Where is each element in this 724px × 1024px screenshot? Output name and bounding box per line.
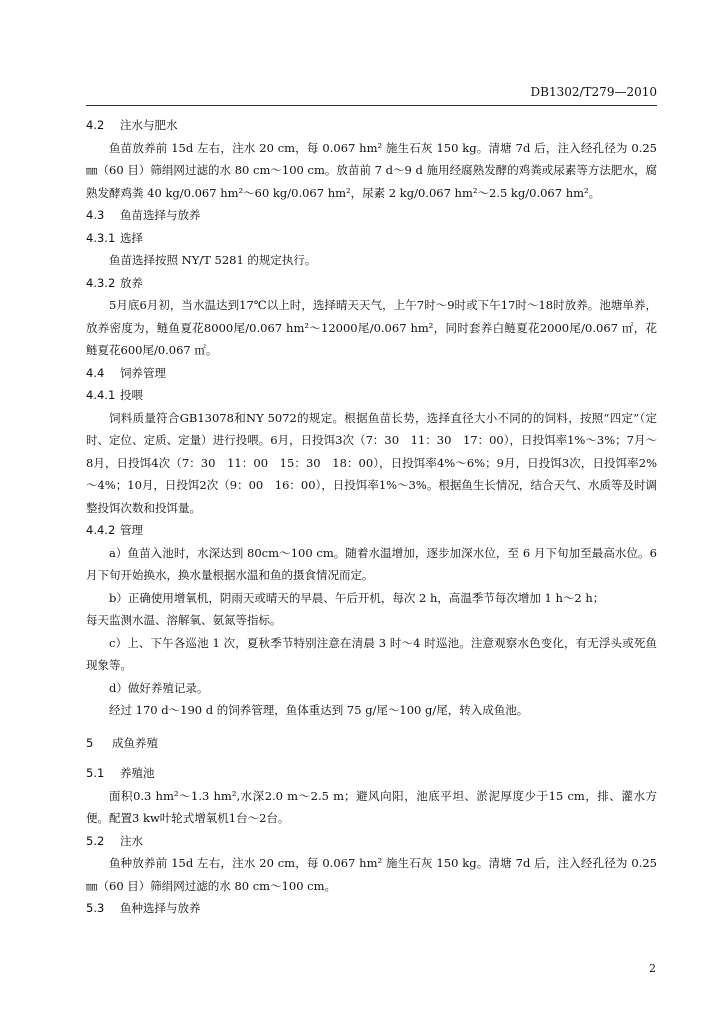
section-title: 鱼苗选择与放养 [120,208,201,222]
section-4-4-1-paragraph: 饲料质量符合GB13078和NY 5072的规定。根据鱼苗长势，选择直径大小不同的的饲料，按照“四定”（定时、定位、定质、定量）进行投喂。6月，日投饵3次（7：30 11：30 17：00），日投饵率1%～3%；7月～8月，日投饵4次（7：30 11：00 15：30 18：00），日投饵率4%～6%；9月，日投饵3次，日投饵率2%～4%；10月，日投饵2次（9：00 16：00），日投饵率1%～3%。根据鱼生长情况，结合天气、水质等及时调整投饵次数和投饵量。 [86,410,657,515]
document-code-header: DB1302/T279—2010 [530,85,657,99]
section-title: 投喂 [120,388,143,402]
section-number: 4.3.2 [86,275,116,290]
section-4-3-1-paragraph: 鱼苗选择按照 NY/T 5281 的规定执行。 [109,253,317,267]
section-4-3-1-heading [86,227,657,250]
section-4-2-heading [86,114,657,137]
section-4-3-heading [86,204,657,227]
section-5-2-heading [86,830,657,853]
document-body [86,114,657,920]
section-number: 5.2 [86,833,105,848]
section-number: 5.1 [86,766,105,780]
management-item-b-continued: 每天监测水温、溶解氧、氨氮等指标。 [86,613,282,627]
section-5-3-heading [86,897,657,920]
section-number: 4.2 [86,118,105,132]
section-title: 注水 [120,833,143,848]
management-item-d: d）做好养殖记录。 [109,680,209,695]
section-number: 4.4 [86,365,105,380]
section-4-2-paragraph: 鱼苗放养前 15d 左右，注水 20 cm，每 0.067 hm² 施生石灰 150 kg。清塘 7d 后，注入经孔径为 0.25 ㎜（60 目）筛绢网过滤的水 80 cm～100 cm。放苗前 7 d～9 d 施用经腐熟发酵的鸡粪或尿素等方法肥水，腐熟发酵鸡粪 40 kg/0.067 hm²～60 kg/0.067 hm²，尿素 2 kg/0.067 hm²～2.5 kg/0.067 hm²。 [86,140,657,200]
header-rule [86,105,657,106]
section-title: 管理 [120,523,143,537]
section-5-heading [86,732,657,755]
management-summary: 经过 170 d～190 d 的饲养管理，鱼体重达到 75 g/尾～100 g/尾，转入成鱼池。 [109,703,529,717]
section-title: 养殖池 [120,766,155,780]
section-title: 饲养管理 [120,365,166,380]
section-number: 4.3.1 [86,230,116,245]
section-title: 成鱼养殖 [112,735,158,750]
section-title: 注水与肥水 [120,118,178,132]
section-number: 4.4.1 [86,388,116,402]
section-title: 放养 [120,275,143,290]
section-4-4-heading [86,362,657,385]
section-4-3-2-heading [86,272,657,295]
section-number: 4.3 [86,208,105,222]
section-4-4-2-heading [86,519,657,542]
section-5-2-paragraph: 鱼种放养前 15d 左右，注水 20 cm，每 0.067 hm² 施生石灰 150 kg。清塘 7d 后，注入经孔径为 0.25 ㎜（60 目）筛绢网过滤的水 80 cm～100 cm。 [86,856,657,893]
section-number: 4.4.2 [86,523,116,537]
section-number: 5.3 [86,901,105,915]
section-title: 鱼种选择与放养 [120,901,201,915]
management-item-c: c）上、下午各巡池 1 次，夏秋季节特别注意在清晨 3 时～4 时巡池。注意观察水色变化，有无浮头或死鱼现象等。 [86,635,657,672]
section-5-1-paragraph: 面积0.3 hm²～1.3 hm²,水深2.0 m～2.5 m；避风向阳，池底平坦、淤泥厚度少于15 cm，排、灌水方便。配置3 kw叶轮式增氧机1台～2台。 [86,788,657,825]
management-item-b: b）正确使用增氧机，阴雨天或晴天的早晨、午后开机，每次 2 h，高温季节每次增加 1 h～2 h； [109,590,605,605]
page-number: 2 [649,962,656,975]
management-item-a: a）鱼苗入池时，水深达到 80cm～100 cm。随着水温增加，逐步加深水位，至 6 月下旬加至最高水位。6 月下旬开始换水，换水量根据水温和鱼的摄食情况而定。 [86,545,657,582]
section-number: 5 [86,735,94,750]
section-4-4-1-heading [86,384,657,407]
section-5-1-heading [86,762,657,785]
section-4-3-2-paragraph: 5月底6月初，当水温达到17℃以上时，选择晴天天气，上午7时～9时或下午17时～18时放养。池塘单养，放养密度为，鲢鱼夏花8000尾/0.067 hm²～12000尾/0.067 hm²，同时套养白鲢夏花2000尾/0.067 ㎡，花鲢夏花600尾/0.067 ㎡。 [86,298,657,357]
section-title: 选择 [120,230,143,245]
